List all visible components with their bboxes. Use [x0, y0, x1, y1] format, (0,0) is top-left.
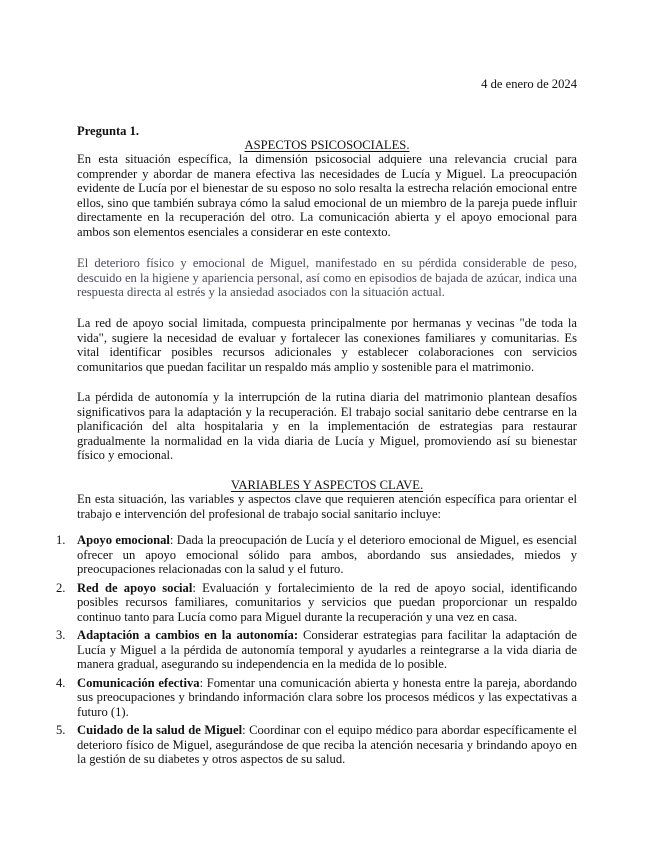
list-item — [0, 723, 655, 767]
list-item-separator: : — [192, 580, 203, 595]
list-item-text: Fomentar una comunicación abierta y honesta entre la pareja, abordando sus preocupaciones y brindando información clara sobre los procesos médicos y las expectativas a futuro (1). — [77, 675, 577, 719]
list-item-text: Evaluación y fortalecimiento de la red de apoyo social, identificando posibles recursos familiares, comunitarios y servicios que puedan proporcionar un respaldo continuo tanto para Lucía como para Miguel durante la recuperación y una vez en casa. — [77, 580, 577, 624]
section-heading-variables: VARIABLES Y ASPECTOS CLAVE. — [230, 478, 424, 492]
paragraph-psychosocial-intro: En esta situación específica, la dimensión psicosocial adquiere una relevancia crucial para comprender y abordar de manera efectiva las necesidades de Lucía y Miguel. La preocupación evidente de Lucía por el bienestar de su esposo no solo resalta la estrecha relación emocional entre ellos, sino que también subraya cómo la salud emocional de un miembro de la pareja puede influir directamente en la recuperación del otro. La comunicación abierta y el apoyo emocional para ambos son elementos esenciales a considerar en este contexto. — [77, 152, 577, 239]
list-item-number: 1. — [56, 533, 66, 547]
list-item-number: 4. — [56, 675, 66, 690]
paragraph-miguel-deterioration: El deterioro físico y emocional de Miguel, manifestado en su pérdida considerable de peso, descuido en la higiene y apariencia personal, así como en episodios de bajada de azúcar, indica una respuesta directa al estrés y la ansiedad asociados con la situación actual. — [77, 256, 577, 299]
question-label: Pregunta 1. — [77, 124, 140, 138]
list-item — [0, 676, 655, 720]
paragraph-variables-intro: En esta situación, las variables y aspectos clave que requieren atención específica para orientar el trabajo e intervención del profesional de trabajo social sanitario incluye: — [77, 492, 577, 521]
list-item-separator: : — [169, 533, 177, 547]
list-item-number: 3. — [56, 628, 66, 642]
section-heading-psychosocial: ASPECTOS PSICOSOCIALES. — [244, 138, 410, 152]
paragraph-autonomy-loss: La pérdida de autonomía y la interrupción de la rutina diaria del matrimonio plantean desafíos significativos para la adaptación y la recuperación. El trabajo social sanitario debe centrarse en la planificación del alta hospitalaria y en la implementación de estrategias para restaurar gradualmente la normalidad en la vida diaria de Lucía y Miguel, promoviendo así su bienestar físico y emocional. — [77, 390, 577, 462]
list-item — [0, 581, 655, 625]
paragraph-support-network: La red de apoyo social limitada, compuesta principalmente por hermanas y vecinas "de toda la vida", sugiere la necesidad de evaluar y fortalecer las conexiones familiares y comunitarias. Es vital identificar posibles recursos adicionales y establecer colaboraciones con servicios comunitarios que puedan facilitar un respaldo más amplio y sostenible para el matrimonio. — [77, 316, 577, 374]
list-item-separator: : — [199, 675, 207, 690]
list-item-separator: : — [242, 723, 250, 737]
list-item — [0, 533, 655, 577]
list-item-term: Apoyo emocional — [77, 533, 170, 547]
document-date: 4 de enero de 2024 — [481, 77, 577, 91]
key-aspects-list — [0, 533, 655, 767]
list-item — [0, 628, 655, 672]
list-item-text: Coordinar con el equipo médico para abordar específicamente el deterioro físico de Miguel, asegurándose de que reciba la atención necesaria y brindando apoyo en la gestión de su diabetes y otros aspectos de su salud. — [77, 723, 578, 766]
list-item-text: Considerar estrategias para facilitar la adaptación de Lucía y Miguel a la pérdida de autonomía temporal y ayudarles a reintegrarse a la vida diaria de manera gradual, asegurando su independencia en la medida de lo posible. — [77, 628, 577, 671]
list-item-number: 2. — [56, 580, 66, 595]
list-item-term: Red de apoyo social — [77, 580, 193, 595]
list-item-term: Comunicación efectiva — [77, 675, 200, 690]
list-item-number: 5. — [56, 723, 66, 737]
list-item-text: Dada la preocupación de Lucía y el deterioro emocional de Miguel, es esencial ofrecer un apoyo emocional sólido para ambos, abordando sus ansiedades, miedos y preocupaciones relacionadas con la salud y el futuro. — [77, 533, 577, 576]
list-item-term: Cuidado de la salud de Miguel — [77, 723, 243, 737]
list-item-term: Adaptación a cambios en la autonomía: — [77, 628, 299, 642]
